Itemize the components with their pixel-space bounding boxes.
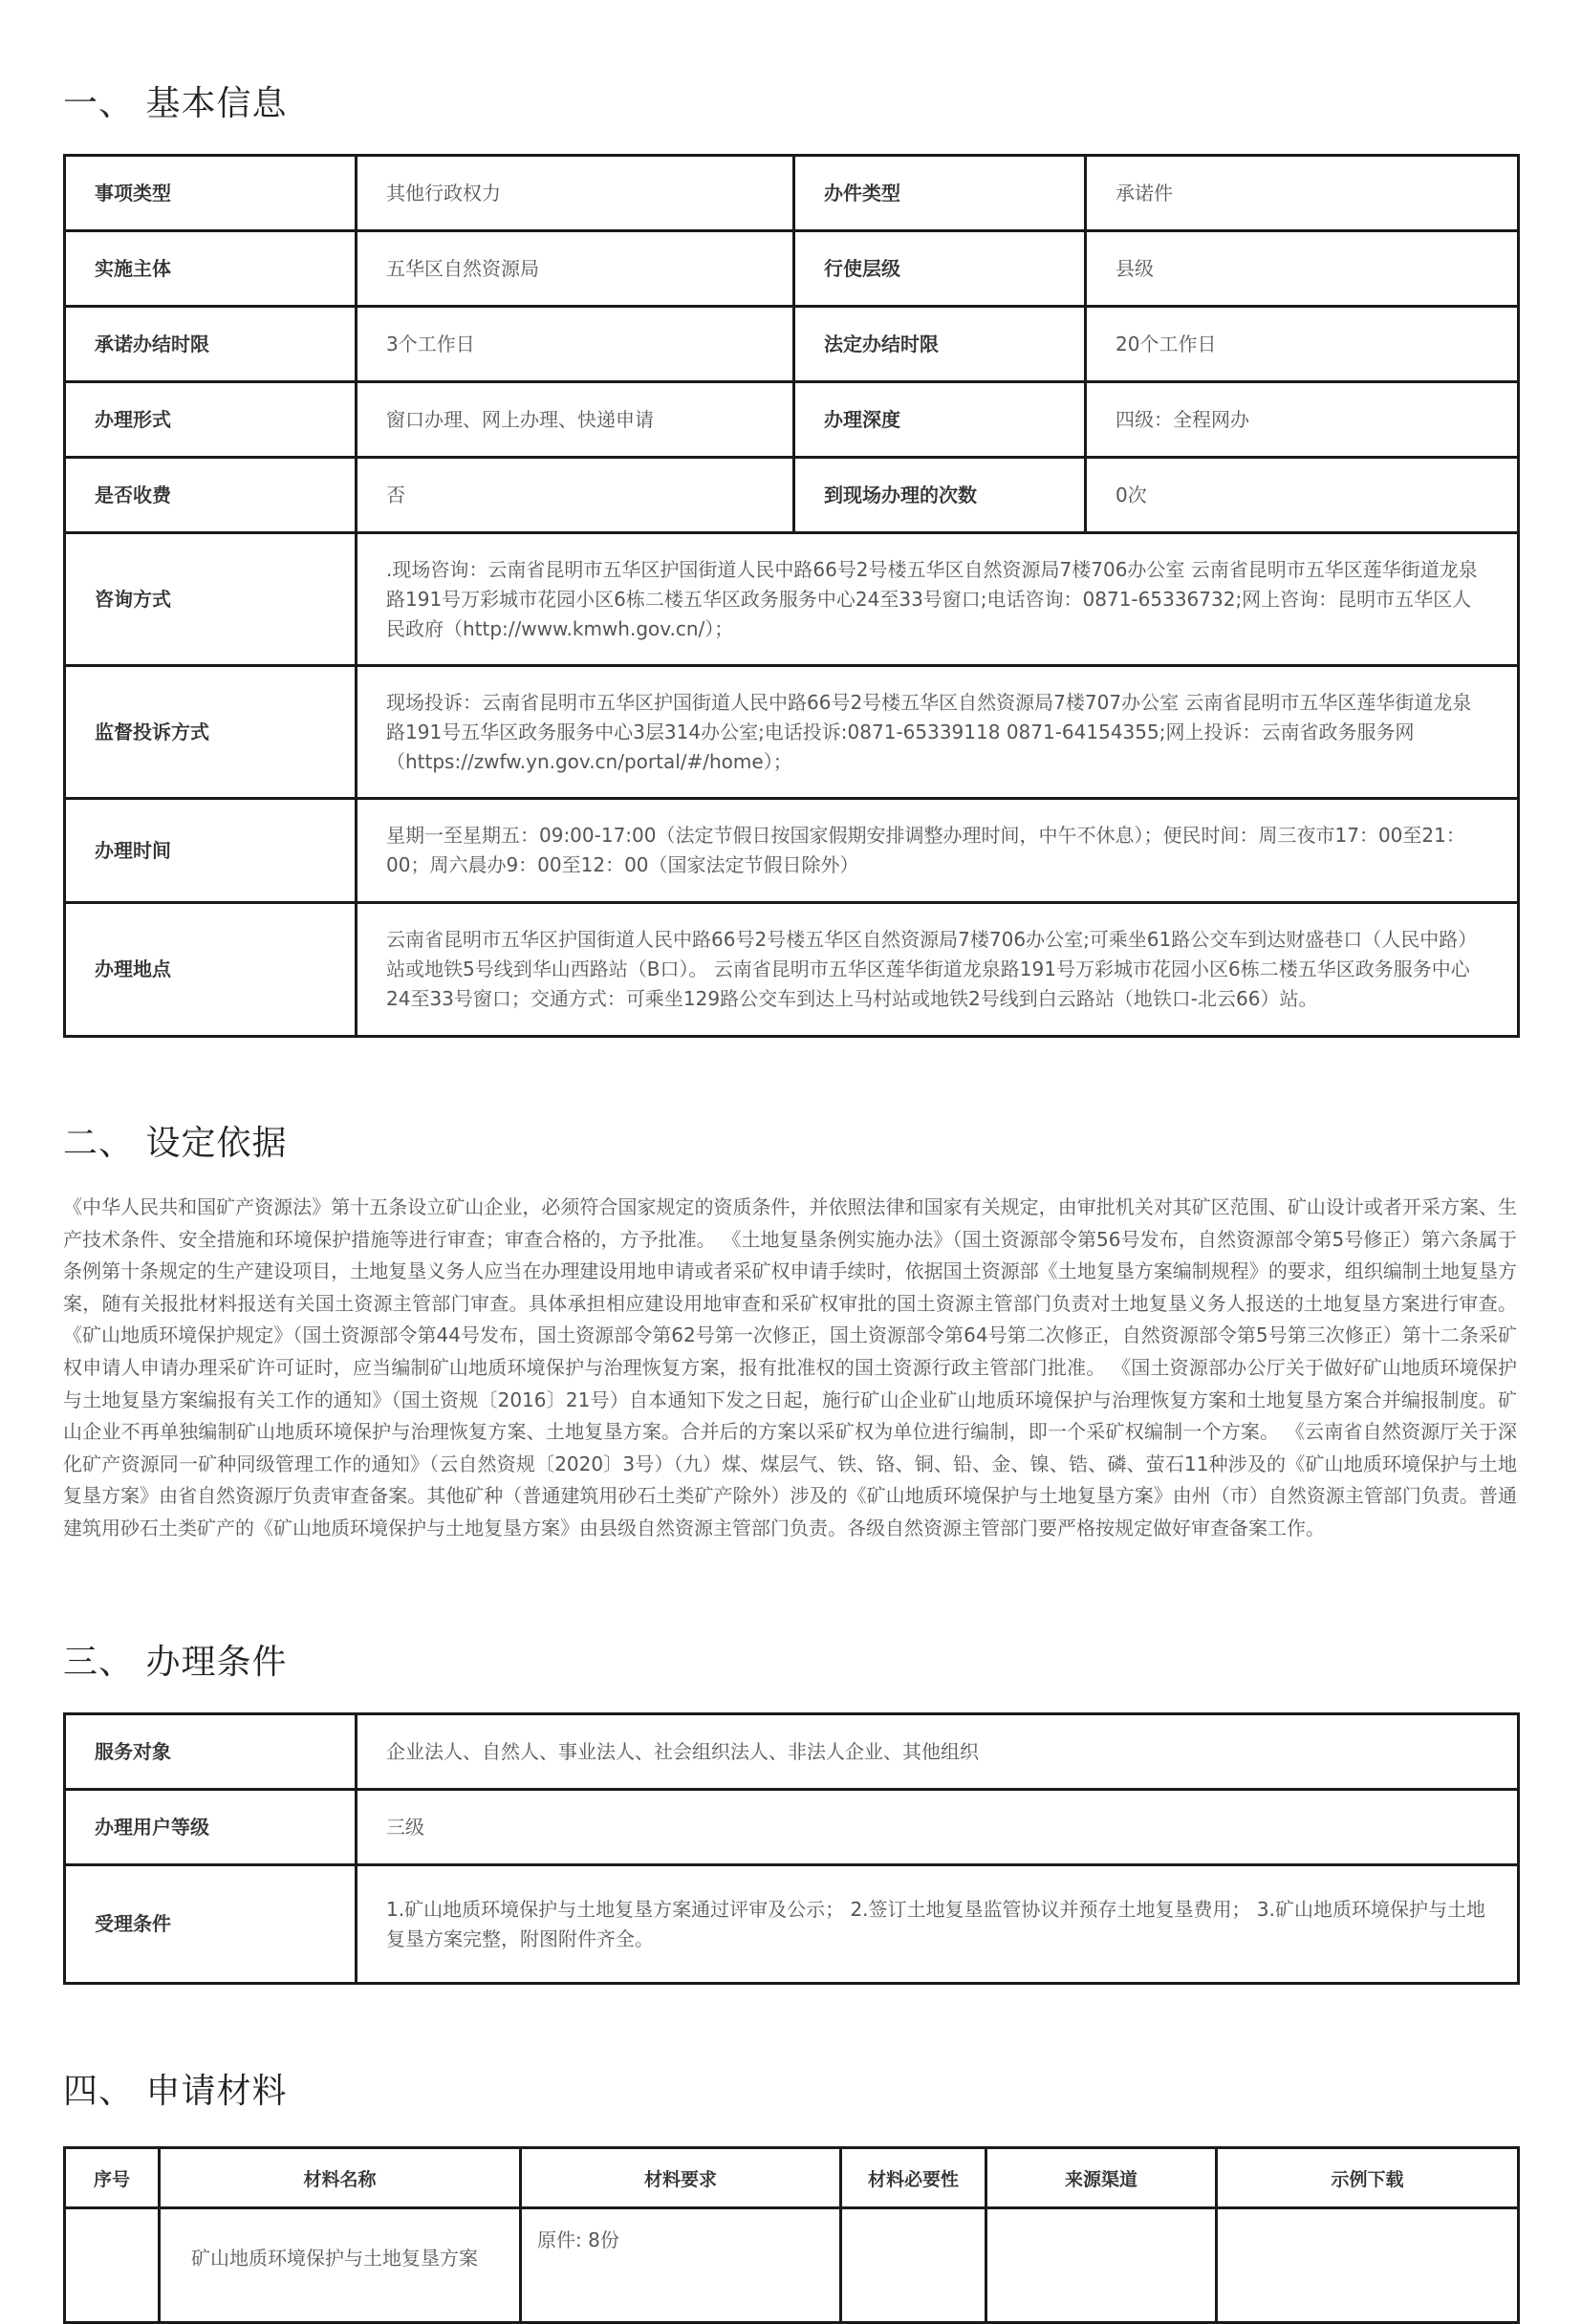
value-cell: 现场投诉：云南省昆明市五华区护国街道人民中路66号2号楼五华区自然资源局7楼707办公室 云南省昆明市五华区莲华街道龙泉路191号五华区政务服务中心3层314办公室;电话投诉:0871-65339118 0871-64154355;网上投诉：云南省政务服务网（https://zwfw.yn.gov.cn/portal/#/home）； [357, 666, 1519, 799]
section-title-materials: 四、 申请材料 [63, 2072, 288, 2111]
value-cell: 其他行政权力 [357, 156, 794, 231]
label-cell: 承诺办结时限 [65, 307, 357, 382]
table-header-row [65, 2148, 1519, 2208]
value-cell: 0次 [1086, 458, 1519, 533]
table-row [65, 458, 1519, 533]
basic-info-table [63, 154, 1520, 1038]
label-cell: 办理深度 [794, 382, 1086, 458]
label-cell: 受理条件 [65, 1865, 357, 1984]
label-cell: 办理形式 [65, 382, 357, 458]
table-row [65, 2208, 1519, 2323]
label-cell: 到现场办理的次数 [794, 458, 1086, 533]
table-row [65, 1790, 1519, 1865]
table-row [65, 903, 1519, 1037]
label-cell: 事项类型 [65, 156, 357, 231]
column-header: 示例下载 [1217, 2148, 1519, 2208]
necessity-cell [841, 2208, 986, 2323]
table-row [65, 533, 1519, 666]
value-cell: 四级：全程网办 [1086, 382, 1519, 458]
column-header: 来源渠道 [986, 2148, 1217, 2208]
value-cell: 承诺件 [1086, 156, 1519, 231]
value-cell: 3个工作日 [357, 307, 794, 382]
table-row [65, 156, 1519, 231]
label-cell: 咨询方式 [65, 533, 357, 666]
label-cell: 办理用户等级 [65, 1790, 357, 1865]
table-row [65, 799, 1519, 903]
material-name-cell: 矿山地质环境保护与土地复垦方案 [160, 2208, 521, 2323]
column-header: 序号 [65, 2148, 160, 2208]
value-cell: 企业法人、自然人、事业法人、社会组织法人、非法人企业、其他组织 [357, 1714, 1519, 1790]
table-row [65, 1865, 1519, 1984]
table-row [65, 307, 1519, 382]
value-cell: .现场咨询：云南省昆明市五华区护国街道人民中路66号2号楼五华区自然资源局7楼706办公室 云南省昆明市五华区莲华街道龙泉路191号万彩城市花园小区6栋二楼五华区政务服务中心24至33号窗口;电话咨询：0871-65336732;网上咨询：昆明市五华区人民政府（http://www.kmwh.gov.cn/）； [357, 533, 1519, 666]
materials-table [63, 2146, 1520, 2324]
value-cell: 否 [357, 458, 794, 533]
label-cell: 办件类型 [794, 156, 1086, 231]
material-requirement-cell: 原件: 8份 [521, 2208, 841, 2323]
section-title-basis: 二、 设定依据 [63, 1124, 288, 1163]
column-header: 材料要求 [521, 2148, 841, 2208]
label-cell: 监督投诉方式 [65, 666, 357, 799]
value-cell: 云南省昆明市五华区护国街道人民中路66号2号楼五华区自然资源局7楼706办公室;可乘坐61路公交车到达财盛巷口（人民中路）站或地铁5号线到华山西路站（B口）。 云南省昆明市五华区莲华街道龙泉路191号万彩城市花园小区6栋二楼五华区政务服务中心24至33号窗口；交通方式：可乘坐129路公交车到达上马村站或地铁2号线到白云路站（地铁口-北云66）站。 [357, 903, 1519, 1037]
value-cell: 窗口办理、网上办理、快递申请 [357, 382, 794, 458]
index-cell [65, 2208, 160, 2323]
value-cell: 20个工作日 [1086, 307, 1519, 382]
label-cell: 实施主体 [65, 231, 357, 307]
label-cell: 办理时间 [65, 799, 357, 903]
label-cell: 办理地点 [65, 903, 357, 1037]
table-row [65, 666, 1519, 799]
value-cell: 五华区自然资源局 [357, 231, 794, 307]
source-cell [986, 2208, 1217, 2323]
table-row [65, 1714, 1519, 1790]
sample-download-cell [1217, 2208, 1519, 2323]
table-row [65, 231, 1519, 307]
conditions-table [63, 1712, 1520, 1985]
value-cell: 三级 [357, 1790, 1519, 1865]
label-cell: 服务对象 [65, 1714, 357, 1790]
basis-paragraph: 《中华人民共和国矿产资源法》第十五条设立矿山企业，必须符合国家规定的资质条件，并依照法律和国家有关规定，由审批机关对其矿区范围、矿山设计或者开采方案、生产技术条件、安全措施和环境保护措施等进行审查；审查合格的，方予批准。 《土地复垦条例实施办法》（国土资源部令第56号发布，自然资源部令第5号修正）第六条属于条例第十条规定的生产建设项目，土地复垦义务人应当在办理建设用地申请或者采矿权申请手续时，依据国土资源部《土地复垦方案编制规程》的要求，组织编制土地复垦方案，随有关报批材料报送有关国土资源主管部门审查。具体承担相应建设用地审查和采矿权审批的国土资源主管部门负责对土地复垦义务人报送的土地复垦方案进行审查。 《矿山地质环境保护规定》（国土资源部令第44号发布，国土资源部令第62号第一次修正，国土资源部令第64号第二次修正，自然资源部令第5号第三次修正）第十二条采矿权申请人申请办理采矿许可证时，应当编制矿山地质环境保护与治理恢复方案，报有批准权的国土资源行政主管部门批准。 《国土资源部办公厅关于做好矿山地质环境保护与土地复垦方案编报有关工作的通知》（国土资规〔2016〕21号）自本通知下发之日起，施行矿山企业矿山地质环境保护与治理恢复方案和土地复垦方案合并编报制度。矿山企业不再单独编制矿山地质环境保护与治理恢复方案、土地复垦方案。合并后的方案以采矿权为单位进行编制，即一个采矿权编制一个方案。 《云南省自然资源厅关于深化矿产资源同一矿种同级管理工作的通知》（云自然资规〔2020〕3号）（九）煤、煤层气、铁、铬、铜、铅、金、镍、锆、磷、萤石11种涉及的《矿山地质环境保护与土地复垦方案》由省自然资源厅负责审查备案。其他矿种（普通建筑用砂石土类矿产除外）涉及的《矿山地质环境保护与土地复垦方案》由州（市）自然资源主管部门负责。普通建筑用砂石土类矿产的《矿山地质环境保护与土地复垦方案》由县级自然资源主管部门负责。各级自然资源主管部门要严格按规定做好审查备案工作。 [63, 1195, 1517, 1539]
value-cell: 1.矿山地质环境保护与土地复垦方案通过评审及公示； 2.签订土地复垦监管协议并预存土地复垦费用； 3.矿山地质环境保护与土地复垦方案完整，附图附件齐全。 [357, 1865, 1519, 1984]
value-cell: 星期一至星期五：09:00-17:00（法定节假日按国家假期安排调整办理时间，中午不休息）；便民时间：周三夜市17：00至21：00；周六晨办9：00至12：00（国家法定节假日除外） [357, 799, 1519, 903]
label-cell: 行使层级 [794, 231, 1086, 307]
column-header: 材料名称 [160, 2148, 521, 2208]
label-cell: 是否收费 [65, 458, 357, 533]
table-row [65, 382, 1519, 458]
column-header: 材料必要性 [841, 2148, 986, 2208]
section-title-basic-info: 一、 基本信息 [63, 84, 288, 123]
section-title-conditions: 三、 办理条件 [63, 1643, 288, 1682]
label-cell: 法定办结时限 [794, 307, 1086, 382]
value-cell: 县级 [1086, 231, 1519, 307]
